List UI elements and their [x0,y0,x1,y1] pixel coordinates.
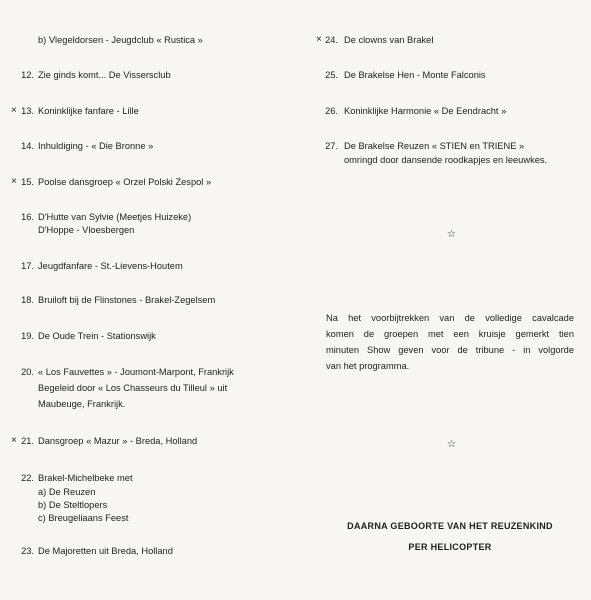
entry-line: De Oude Trein - Stationswijk [38,331,156,341]
entry-number: 16. [21,212,34,222]
entry-line: Inhuldiging - « Die Bronne » [38,141,154,151]
notice-paragraph [326,310,574,374]
entry-number: 26. [325,106,338,116]
entry-line: a) De Reuzen [38,487,96,497]
entry-line: b) De Steltlopers [38,500,108,510]
entry-number: 14. [21,141,34,151]
entry-line: omringd door dansende roodkapjes en leeuwkes. [344,155,548,165]
entry-number: 15. [21,177,34,187]
entry-line: b) Vlegeldorsen - Jeugdclub « Rustica » [38,35,203,45]
entry-number: 20. [21,367,34,377]
entry-line: D'Hutte van Sylvie (Meetjes Huizeke) [38,212,192,222]
entry-line: De Brakelse Reuzen « STIEN en TRIENE » [344,141,525,151]
entry-line: Jeugdfanfare - St.-Lievens-Houtem [38,261,183,271]
cross-mark: × [11,105,17,116]
paragraph-line: van het programma. [326,361,410,371]
paragraph-line: komen de groepen met een kruisje gemerkt tien [326,329,574,339]
entry-line: Bruiloft bij de Flinstones - Brakel-Zegelsem [38,295,216,305]
entry-line: Poolse dansgroep « Orzel Polski Zespol » [38,177,212,187]
announcement-line: PER HELICOPTER [408,542,492,552]
entry-line: Koninklijke fanfare - Lille [38,106,139,116]
entry-line: Koninklijke Harmonie « De Eendracht » [344,106,507,116]
entry-number: 27. [325,141,338,151]
paragraph-line: minuten Show geven voor de tribune - in volgorde [326,345,574,355]
entry-line: Maubeuge, Frankrijk. [38,399,126,409]
entry-number: 13. [21,106,34,116]
final-announcement [320,521,580,552]
entry-line: Zie ginds komt... De Vissersclub [38,70,171,80]
entry-number: 17. [21,261,34,271]
entry-number: 18. [21,295,34,305]
star-icon: ☆ [447,439,456,450]
paragraph-line: Na het voorbijtrekken van de volledige cavalcade [326,313,574,323]
cross-mark: × [11,435,17,446]
entry-line: Dansgroep « Mazur » - Breda, Holland [38,436,198,446]
entry-line: De Majoretten uit Breda, Holland [38,546,173,556]
entry-number: 19. [21,331,34,341]
announcement-line: DAARNA GEBOORTE VAN HET REUZENKIND [347,521,553,531]
entry-number: 23. [21,546,34,556]
entry-line: D'Hoppe - Vloesbergen [38,225,135,235]
entry-number: 22. [21,473,34,483]
entry-line: Brakel-Michelbeke met [38,473,133,483]
cross-mark: × [11,176,17,187]
entry-number: 24. [325,35,338,45]
entry-line: c) Breugeliaans Feest [38,513,129,523]
cross-mark: × [316,34,322,45]
entry-line: De Brakelse Hen - Monte Falconis [344,70,486,80]
entry-line: Begeleid door « Los Chasseurs du Tilleul » uit [38,383,228,393]
entry-line: De clowns van Brakel [344,35,434,45]
entry-number: 12. [21,70,34,80]
entry-line: « Los Fauvettes » - Joumont-Marpont, Frankrijk [38,367,234,377]
entry-number: 25. [325,70,338,80]
entry-number: 21. [21,436,34,446]
star-icon: ☆ [447,229,456,240]
